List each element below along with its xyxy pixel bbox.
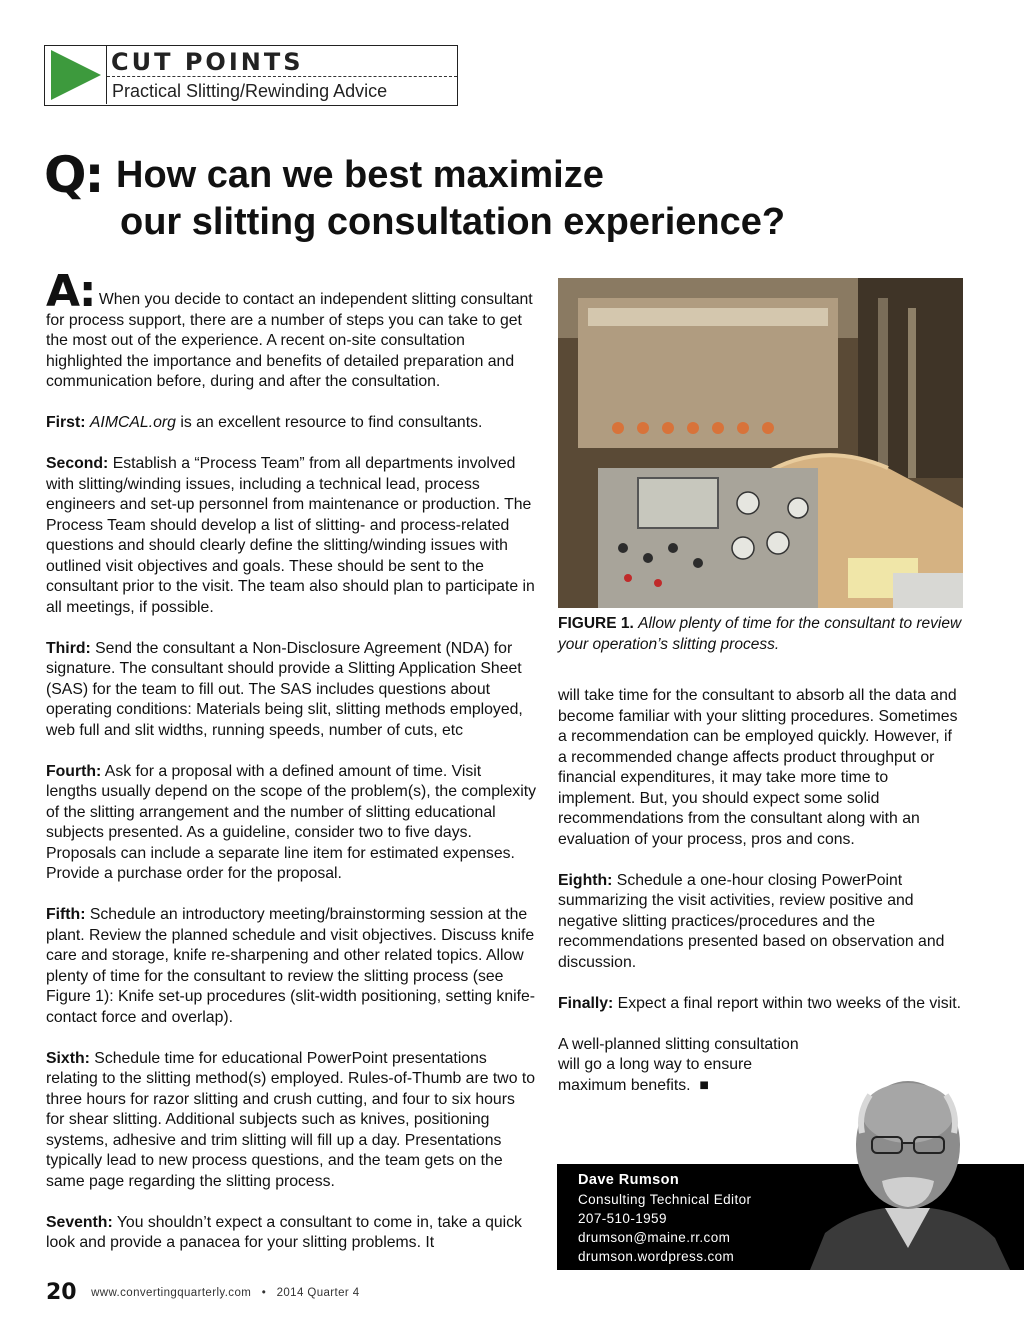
right-column: [558, 686, 963, 1117]
footer-issue: 2014 Quarter 4: [276, 1286, 360, 1299]
step-fifth: Fifth: Schedule an introductory meeting/brainstorming session at the plant. Review the planned schedule and visit objectives. Discuss knife care and storage, knife re-sharpening and other related topics. Allow plenty of time for the consultant to review the slitting process (see Figure 1): Knife set-up procedures (slit-width positioning, setting knife-contact force and overlap).: [46, 906, 536, 1026]
author-email: drumson@maine.rr.com: [578, 1230, 731, 1245]
step-first: First: AIMCAL.org is an excellent resource to find consultants.: [46, 414, 483, 431]
figure-caption: FIGURE 1. Allow plenty of time for the consultant to review your operation’s slitting process.: [558, 615, 962, 653]
section-header: [44, 45, 458, 106]
triangle-icon: [45, 46, 107, 104]
answer-mark-label: A:: [46, 266, 95, 317]
divider: [107, 76, 457, 77]
question-mark-label: Q:: [44, 146, 103, 204]
step-seventh: Seventh: You shouldn’t expect a consultant to come in, take a quick look and provide a panacea for your slitting problems. It: [46, 1213, 522, 1251]
step-fourth: Fourth: Ask for a proposal with a defined amount of time. Visit lengths usually depend on the scope of the problem(s), the complexity of the slitting arrangement and the number of slitting educational subjects presented. As a guideline, consider two to five days. Proposals can include a separate line item for estimated expenses. Provide a purchase order for the proposal.: [46, 762, 536, 882]
left-column: [46, 266, 536, 1274]
page-number: 20: [46, 1280, 77, 1305]
footer-url: www.convertingquarterly.com: [91, 1286, 252, 1299]
figure-photo: [558, 278, 963, 608]
author-title: Consulting Technical Editor: [578, 1192, 752, 1207]
answer-intro: A: When you decide to contact an independent slitting consultant for process support, there are a number of steps you can take to get the most out of the experience. A recent on-site consultation highlighted the importance and benefits of detailed preparation and communication before, during and after the consultation.: [46, 266, 533, 390]
step-second: Second: Establish a “Process Team” from all departments involved with slitting/winding issues, including a technical lead, process engineers and set-up personnel from maintenance or production. The Process Team should develop a list of slitting- and process-related questions and should clearly define the slitting/winding issues with outlined visit objectives and goals. These should be sent to the consultant prior to the visit. The team also should plan to participate in all meetings, if possible.: [46, 455, 535, 616]
step-finally: Finally: Expect a final report within two weeks of the visit.: [558, 994, 961, 1012]
author-phone: 207-510-1959: [578, 1211, 667, 1226]
figure-label: FIGURE 1.: [558, 615, 634, 632]
step-seventh-continued: will take time for the consultant to absorb all the data and become familiar with your slitting procedures. Sometimes a recommendation can be employed quickly. However, if a recommended change affects product throughput or financial expenditures, it may take more time to implement. But, you should expect some solid recommendations from the consultant along with an evaluation of your process, pros and cons.: [558, 687, 958, 848]
step-third: Third: Send the consultant a Non-Disclosure Agreement (NDA) for signature. The consultant should provide a Slitting Application Sheet (SAS) for the team to fill out. The SAS includes questions about operating conditions: Materials being slit, slitting methods employed, web full and slit widths, running speeds, number of cuts, etc: [46, 639, 523, 739]
step-sixth: Sixth: Schedule time for educational PowerPoint presentations relating to the slitting method(s) employed. Rules-of-Thumb are two to three hours for razor slitting and crush cutting, and four to six hours for shear slitting. Additional subjects such as knives, positioning systems, adhesive and trim slitting will fill up a day. Presentations typically lead to new process questions, and the team gets on the same page regarding the slitting process.: [46, 1049, 536, 1190]
section-title: CUT POINTS: [111, 48, 304, 76]
author-blog: drumson.wordpress.com: [578, 1249, 735, 1264]
author-portrait: [790, 1073, 1024, 1270]
footer-bullet: •: [261, 1286, 267, 1299]
headline-line-1: How can we best maximize: [116, 154, 604, 196]
step-eighth: Eighth: Schedule a one-hour closing PowerPoint summarizing the visit activities, review positive and negative slitting practices/procedures and the recommendations presented based on observation and discussion.: [558, 871, 945, 971]
aimcal-link: AIMCAL.org: [89, 414, 176, 431]
headline: [116, 152, 785, 246]
page-footer: [46, 1280, 360, 1305]
closing-text: A well-planned slitting consultation will go a long way to ensure maximum benefits. ■: [558, 1035, 799, 1094]
end-mark-icon: ■: [699, 1076, 709, 1094]
headline-line-2: our slitting consultation experience?: [120, 201, 786, 243]
section-subtitle: Practical Slitting/Rewinding Advice: [112, 81, 388, 101]
author-name: Dave Rumson: [578, 1172, 680, 1188]
